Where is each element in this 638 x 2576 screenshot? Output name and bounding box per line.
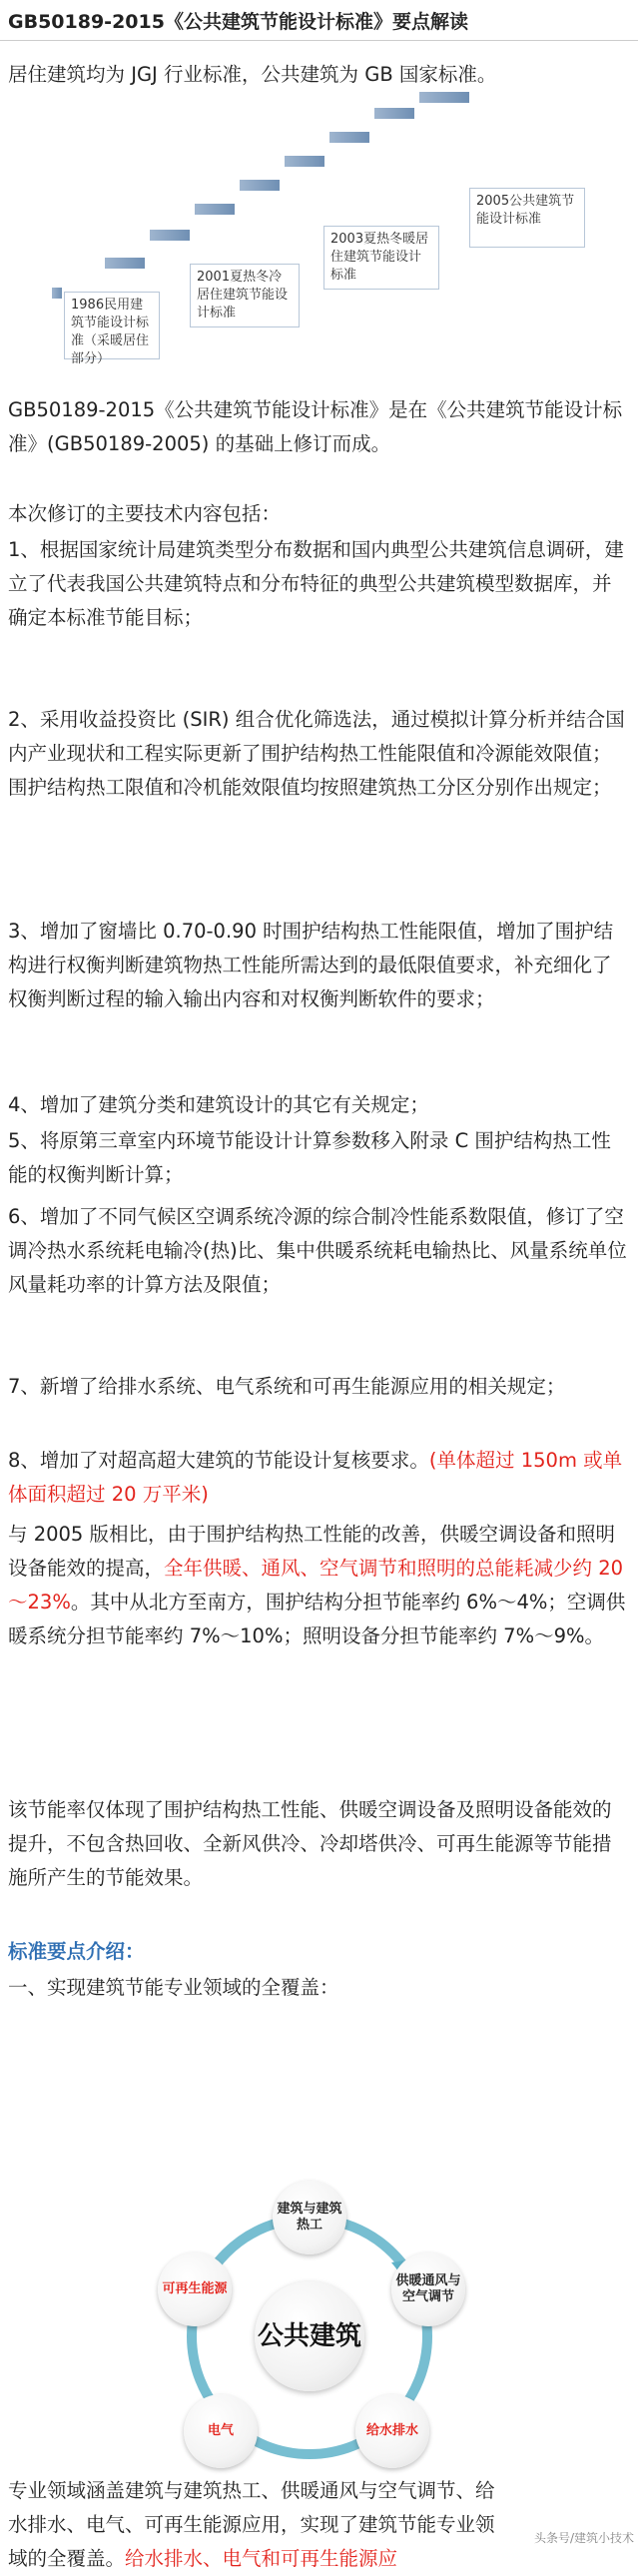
closing-highlight: 给水排水、电气和可再生能源应: [125, 2547, 398, 2570]
section-heading: 标准要点介绍：: [8, 1940, 145, 1963]
subsection-heading: 一、实现建筑节能专业领域的全覆盖：: [8, 1976, 339, 1999]
title-divider: [0, 40, 638, 41]
revision-item-8-highlight: (单体超过 150m 或单体面积超过 20 万平米): [8, 1449, 623, 1506]
revision-item-8: [8, 1444, 629, 1512]
revision-item-4: 4、增加了建筑分类和建筑设计的其它有关规定；: [8, 1093, 429, 1116]
comparison-text-prefix: 与 2005 版相比，由于围护结构热工性能的改善，供暖空调设备和照明设备能效的提高，: [8, 1523, 616, 1580]
closing-paragraph: [8, 2474, 507, 2576]
closing-text: 专业领域涵盖建筑与建筑热工、供暖通风与空气调节、给水排水、电气、可再生能源应用，实现了建筑节能专业领域的全覆盖。: [8, 2479, 495, 2570]
diagram-node-renewable: 可再生能源: [158, 2253, 232, 2326]
timeline-item-2005: 2005公共建筑节能设计标准: [469, 188, 585, 248]
timeline-bar: [240, 180, 280, 191]
timeline-bar: [150, 230, 190, 241]
comparison-text-suffix: 。其中从北方至南方，围护结构分担节能率约 6%～4%；空调供暖系统分担节能率约 7%～10%；照明设备分担节能率约 7%～9%。: [8, 1591, 626, 1647]
revision-item-1: 1、根据国家统计局建筑类型分布数据和国内典型公共建筑信息调研，建立了代表我国公共建筑特点和分布特征的典型公共建筑模型数据库，并确定本标准节能目标；: [8, 538, 624, 629]
paragraph-revision-intro: 本次修订的主要技术内容包括：: [8, 502, 282, 525]
energy-rate-paragraph: 该节能率仅体现了围护结构热工性能、供暖空调设备及照明设备能效的提升，不包含热回收、全新风供冷、冷却塔供冷、可再生能源等节能措施所产生的节能效果。: [8, 1798, 612, 1889]
timeline-bar: [374, 108, 414, 119]
intro-paragraph: 居住建筑均为 JGJ 行业标准，公共建筑为 GB 国家标准。: [8, 63, 497, 86]
revision-item-6: 6、增加了不同气候区空调系统冷源的综合制冷性能系数限值，修订了空调冷热水系统耗电输冷(热)比、集中供暖系统耗电输热比、风量系统单位风量耗功率的计算方法及限值；: [8, 1205, 627, 1296]
timeline-item-2001: 2001夏热冬冷居住建筑节能设计标准: [190, 264, 300, 327]
diagram-node-electrical: 电气: [184, 2394, 258, 2468]
timeline-bar: [419, 92, 469, 103]
timeline-diagram: [0, 180, 638, 366]
revision-item-2: 2、采用收益投资比 (SIR) 组合优化筛选法，通过模拟计算分析并结合国内产业现状和工程实际更新了围护结构热工性能限值和冷源能效限值；围护结构热工限值和冷机能效限值均按照建筑热工分区分别作出规定；: [8, 708, 625, 799]
diagram-node-architecture: 建筑与建筑热工: [273, 2181, 346, 2254]
revision-item-5: 5、将原第三章室内环境节能设计计算参数移入附录 C 围护结构热工性能的权衡判断计算；: [8, 1129, 611, 1186]
timeline-bar: [52, 288, 62, 299]
comparison-highlight: 全年供暖、通风、空气调节和照明的总能耗减少约 20～23%: [8, 1557, 624, 1613]
diagram-node-water: 给水排水: [355, 2394, 429, 2468]
article-title: GB50189-2015《公共建筑节能设计标准》要点解读: [8, 11, 468, 33]
coverage-diagram: [130, 2167, 489, 2496]
revision-item-3: 3、增加了窗墙比 0.70-0.90 时围护结构热工性能限值，增加了围护结构进行权衡判断建筑物热工性能所需达到的最低限值要求，补充细化了权衡判断过程的输入输出内容和对权衡判断软件的要求；: [8, 920, 614, 1010]
paragraph-revision: GB50189-2015《公共建筑节能设计标准》是在《公共建筑节能设计标准》(GB50189-2005) 的基础上修订而成。: [8, 398, 623, 455]
diagram-node-hvac: 供暖通风与空气调节: [391, 2253, 465, 2326]
timeline-bar: [195, 204, 235, 215]
timeline-item-2003: 2003夏热冬暖居住建筑节能设计标准: [323, 226, 439, 290]
source-watermark: 头条号/建筑小技术: [533, 2531, 634, 2545]
timeline-bar: [285, 156, 324, 167]
timeline-item-1986: 1986民用建筑节能设计标准（采暖居住部分）: [64, 292, 160, 359]
revision-item-7: 7、新增了给排水系统、电气系统和可再生能源应用的相关规定；: [8, 1375, 566, 1398]
comparison-paragraph: [8, 1518, 629, 1653]
diagram-center-node: 公共建筑: [255, 2281, 364, 2391]
timeline-bar: [105, 258, 145, 269]
timeline-bar: [329, 132, 369, 143]
revision-item-8-text: 8、增加了对超高超大建筑的节能设计复核要求。: [8, 1449, 429, 1472]
